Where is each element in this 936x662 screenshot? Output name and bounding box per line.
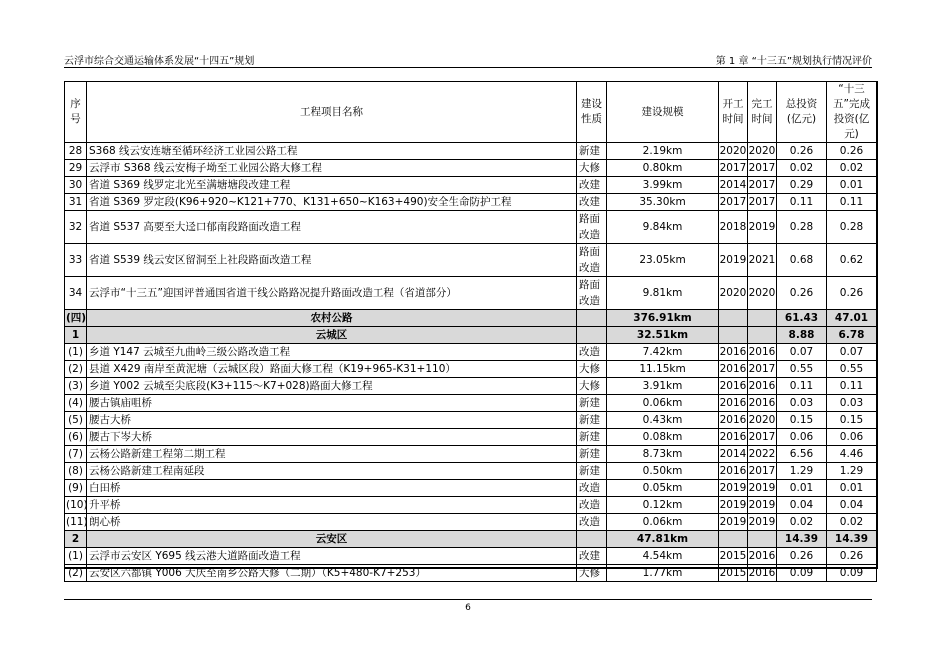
cell-name: 省道 S539 线云安区留洞至上社段路面改造工程	[87, 244, 577, 277]
cell-name: 农村公路	[87, 310, 577, 327]
cell-total: 0.29	[777, 177, 827, 194]
cell-fyp: 0.62	[827, 244, 877, 277]
cell-end: 2022	[748, 446, 777, 463]
cell-name: 省道 S369 线罗定北光至满塘塘段改建工程	[87, 177, 577, 194]
cell-scale: 35.30km	[607, 194, 719, 211]
cell-nature: 大修	[577, 565, 607, 582]
cell-total: 1.29	[777, 463, 827, 480]
cell-seq: (6)	[65, 429, 87, 446]
table-row	[65, 177, 877, 194]
cell-fyp: 0.11	[827, 194, 877, 211]
cell-nature: 路面改造	[577, 244, 607, 277]
cell-seq: 31	[65, 194, 87, 211]
cell-end: 2020	[748, 277, 777, 310]
cell-end: 2017	[748, 361, 777, 378]
col-header-total: 总投资(亿元)	[777, 82, 827, 143]
cell-name: 腰古大桥	[87, 412, 577, 429]
cell-name: 云浮市 S368 线云安梅子坳至工业园公路大修工程	[87, 160, 577, 177]
cell-total: 0.07	[777, 344, 827, 361]
cell-nature: 改建	[577, 194, 607, 211]
cell-nature: 大修	[577, 361, 607, 378]
table-row	[65, 361, 877, 378]
cell-scale: 0.12km	[607, 497, 719, 514]
cell-seq: (2)	[65, 565, 87, 582]
cell-end: 2016	[748, 565, 777, 582]
cell-fyp: 0.01	[827, 177, 877, 194]
cell-name: 省道 S369 罗定段(K96+920~K121+770、K131+650~K163+490)安全生命防护工程	[87, 194, 577, 211]
cell-name: 县道 X429 南岸至黄泥塘（云城区段）路面大修工程（K19+965-K31+110）	[87, 361, 577, 378]
cell-scale: 3.91km	[607, 378, 719, 395]
cell-total: 0.26	[777, 143, 827, 160]
cell-scale: 0.05km	[607, 480, 719, 497]
cell-fyp: 0.26	[827, 548, 877, 565]
cell-scale: 376.91km	[607, 310, 719, 327]
table-row	[65, 160, 877, 177]
cell-end: 2017	[748, 194, 777, 211]
cell-end: 2021	[748, 244, 777, 277]
cell-nature: 改造	[577, 344, 607, 361]
cell-start: 2016	[719, 395, 748, 412]
cell-start: 2017	[719, 160, 748, 177]
cell-end: 2016	[748, 548, 777, 565]
cell-end: 2017	[748, 429, 777, 446]
cell-end: 2019	[748, 480, 777, 497]
table-row	[65, 548, 877, 565]
cell-name: 云浮市“十三五”迎国评普通国省道干线公路路况提升路面改造工程（省道部分）	[87, 277, 577, 310]
cell-start: 2019	[719, 244, 748, 277]
cell-end: 2017	[748, 160, 777, 177]
table-row	[65, 277, 877, 310]
cell-name: 腰古镇庙咀桥	[87, 395, 577, 412]
cell-fyp: 0.15	[827, 412, 877, 429]
cell-total: 8.88	[777, 327, 827, 344]
col-header-fyp: “十三五”完成投资(亿元)	[827, 82, 877, 143]
cell-start: 2017	[719, 194, 748, 211]
cell-nature	[577, 310, 607, 327]
project-table	[64, 81, 877, 582]
cell-scale: 0.80km	[607, 160, 719, 177]
table-row	[65, 143, 877, 160]
cell-scale: 3.99km	[607, 177, 719, 194]
table-row	[65, 378, 877, 395]
cell-fyp: 0.55	[827, 361, 877, 378]
project-table-container	[64, 81, 878, 579]
cell-total: 6.56	[777, 446, 827, 463]
cell-seq: (9)	[65, 480, 87, 497]
table-row	[65, 429, 877, 446]
cell-start: 2014	[719, 446, 748, 463]
cell-total: 0.26	[777, 548, 827, 565]
cell-seq: (1)	[65, 548, 87, 565]
table-row	[65, 412, 877, 429]
cell-seq: (11)	[65, 514, 87, 531]
chapter-header: 第 1 章 “十三五”规划执行情况评价	[715, 56, 872, 67]
page-number: 6	[465, 603, 471, 613]
group-row	[65, 310, 877, 327]
table-row	[65, 395, 877, 412]
cell-start: 2016	[719, 344, 748, 361]
cell-scale: 1.77km	[607, 565, 719, 582]
cell-scale: 4.54km	[607, 548, 719, 565]
cell-fyp: 0.11	[827, 378, 877, 395]
cell-scale: 0.06km	[607, 395, 719, 412]
cell-seq: (四)	[65, 310, 87, 327]
cell-seq: (10)	[65, 497, 87, 514]
cell-seq: (2)	[65, 361, 87, 378]
cell-end: 2020	[748, 143, 777, 160]
cell-nature: 新建	[577, 143, 607, 160]
cell-start: 2016	[719, 361, 748, 378]
col-header-scale: 建设规模	[607, 82, 719, 143]
table-row	[65, 565, 877, 582]
cell-nature: 路面改造	[577, 277, 607, 310]
cell-total: 0.04	[777, 497, 827, 514]
cell-scale: 47.81km	[607, 531, 719, 548]
cell-seq: (4)	[65, 395, 87, 412]
cell-name: 白田桥	[87, 480, 577, 497]
cell-nature: 大修	[577, 378, 607, 395]
cell-name: 云安区	[87, 531, 577, 548]
cell-end: 2016	[748, 378, 777, 395]
cell-end	[748, 310, 777, 327]
cell-fyp: 0.06	[827, 429, 877, 446]
cell-nature: 改建	[577, 548, 607, 565]
table-row	[65, 446, 877, 463]
cell-seq: 34	[65, 277, 87, 310]
cell-total: 61.43	[777, 310, 827, 327]
group-row	[65, 327, 877, 344]
cell-seq: (8)	[65, 463, 87, 480]
cell-scale: 2.19km	[607, 143, 719, 160]
cell-seq: 33	[65, 244, 87, 277]
cell-scale: 11.15km	[607, 361, 719, 378]
cell-scale: 23.05km	[607, 244, 719, 277]
cell-start	[719, 531, 748, 548]
cell-total: 0.06	[777, 429, 827, 446]
cell-name: 腰古下岑大桥	[87, 429, 577, 446]
col-header-end: 完工时间	[748, 82, 777, 143]
cell-name: 省道 S537 高要至大迳口郁南段路面改造工程	[87, 211, 577, 244]
cell-end: 2019	[748, 211, 777, 244]
col-header-start: 开工时间	[719, 82, 748, 143]
cell-total: 0.02	[777, 160, 827, 177]
cell-fyp: 0.02	[827, 514, 877, 531]
cell-scale: 32.51km	[607, 327, 719, 344]
cell-total: 0.68	[777, 244, 827, 277]
cell-name: 朗心桥	[87, 514, 577, 531]
table-row	[65, 244, 877, 277]
cell-fyp: 0.02	[827, 160, 877, 177]
cell-nature: 路面改造	[577, 211, 607, 244]
cell-seq: 29	[65, 160, 87, 177]
cell-nature	[577, 531, 607, 548]
cell-total: 0.11	[777, 194, 827, 211]
cell-name: 云安区六都镇 Y006 大庆至南乡公路大修（二期）（K5+480-K7+253）	[87, 565, 577, 582]
cell-start: 2018	[719, 211, 748, 244]
cell-fyp: 0.04	[827, 497, 877, 514]
cell-scale: 0.06km	[607, 514, 719, 531]
col-header-nature: 建设性质	[577, 82, 607, 143]
table-row	[65, 480, 877, 497]
cell-start	[719, 310, 748, 327]
cell-scale: 7.42km	[607, 344, 719, 361]
cell-scale: 0.43km	[607, 412, 719, 429]
col-header-seq: 序号	[65, 82, 87, 143]
cell-start: 2016	[719, 463, 748, 480]
cell-nature: 大修	[577, 160, 607, 177]
table-row	[65, 211, 877, 244]
cell-scale: 0.08km	[607, 429, 719, 446]
cell-start: 2019	[719, 497, 748, 514]
cell-fyp: 0.26	[827, 143, 877, 160]
cell-name: 升平桥	[87, 497, 577, 514]
cell-total: 0.09	[777, 565, 827, 582]
cell-seq: (1)	[65, 344, 87, 361]
cell-total: 0.55	[777, 361, 827, 378]
cell-start: 2019	[719, 480, 748, 497]
cell-start: 2020	[719, 143, 748, 160]
cell-total: 0.15	[777, 412, 827, 429]
cell-fyp: 6.78	[827, 327, 877, 344]
cell-fyp: 0.28	[827, 211, 877, 244]
cell-fyp: 14.39	[827, 531, 877, 548]
table-body	[65, 143, 877, 582]
cell-total: 0.02	[777, 514, 827, 531]
cell-name: 乡道 Y002 云城至尖底段(K3+115～K7+028)路面大修工程	[87, 378, 577, 395]
footer-rule	[64, 599, 872, 600]
cell-start	[719, 327, 748, 344]
cell-start: 2020	[719, 277, 748, 310]
group-row	[65, 531, 877, 548]
header-rule	[64, 67, 872, 68]
cell-nature: 新建	[577, 446, 607, 463]
cell-name: S368 线云安连塘至循环经济工业园公路工程	[87, 143, 577, 160]
cell-total: 0.11	[777, 378, 827, 395]
cell-fyp: 0.07	[827, 344, 877, 361]
cell-end: 2017	[748, 463, 777, 480]
cell-name: 云杨公路新建工程南延段	[87, 463, 577, 480]
cell-name: 云城区	[87, 327, 577, 344]
cell-total: 0.03	[777, 395, 827, 412]
cell-start: 2016	[719, 429, 748, 446]
table-row	[65, 514, 877, 531]
cell-end: 2019	[748, 514, 777, 531]
cell-nature: 新建	[577, 463, 607, 480]
cell-end	[748, 531, 777, 548]
table-row	[65, 194, 877, 211]
cell-nature: 改造	[577, 480, 607, 497]
cell-fyp: 4.46	[827, 446, 877, 463]
cell-total: 0.01	[777, 480, 827, 497]
cell-end: 2016	[748, 395, 777, 412]
cell-scale: 9.81km	[607, 277, 719, 310]
cell-nature: 新建	[577, 429, 607, 446]
cell-seq: (5)	[65, 412, 87, 429]
cell-name: 乡道 Y147 云城至九曲岭三级公路改造工程	[87, 344, 577, 361]
cell-start: 2015	[719, 548, 748, 565]
cell-seq: 30	[65, 177, 87, 194]
cell-total: 0.28	[777, 211, 827, 244]
cell-end: 2017	[748, 177, 777, 194]
cell-fyp: 1.29	[827, 463, 877, 480]
table-row	[65, 344, 877, 361]
cell-end: 2020	[748, 412, 777, 429]
cell-fyp: 0.09	[827, 565, 877, 582]
cell-seq: 28	[65, 143, 87, 160]
cell-start: 2019	[719, 514, 748, 531]
cell-end	[748, 327, 777, 344]
cell-nature: 新建	[577, 412, 607, 429]
cell-fyp: 0.26	[827, 277, 877, 310]
cell-seq: 32	[65, 211, 87, 244]
cell-nature	[577, 327, 607, 344]
cell-fyp: 0.01	[827, 480, 877, 497]
cell-nature: 改造	[577, 497, 607, 514]
cell-end: 2016	[748, 344, 777, 361]
cell-seq: 1	[65, 327, 87, 344]
cell-start: 2016	[719, 378, 748, 395]
cell-nature: 新建	[577, 395, 607, 412]
cell-fyp: 0.03	[827, 395, 877, 412]
cell-nature: 改造	[577, 514, 607, 531]
cell-name: 云杨公路新建工程第二期工程	[87, 446, 577, 463]
cell-seq: (7)	[65, 446, 87, 463]
cell-seq: (3)	[65, 378, 87, 395]
cell-total: 14.39	[777, 531, 827, 548]
cell-start: 2014	[719, 177, 748, 194]
cell-name: 云浮市云安区 Y695 线云港大道路面改造工程	[87, 548, 577, 565]
cell-start: 2016	[719, 412, 748, 429]
cell-nature: 改建	[577, 177, 607, 194]
cell-fyp: 47.01	[827, 310, 877, 327]
cell-end: 2019	[748, 497, 777, 514]
cell-seq: 2	[65, 531, 87, 548]
table-row	[65, 463, 877, 480]
col-header-name: 工程项目名称	[87, 82, 577, 143]
cell-scale: 8.73km	[607, 446, 719, 463]
table-row	[65, 497, 877, 514]
cell-scale: 0.50km	[607, 463, 719, 480]
document-header-title: 云浮市综合交通运输体系发展“十四五”规划	[64, 56, 255, 67]
cell-scale: 9.84km	[607, 211, 719, 244]
cell-start: 2015	[719, 565, 748, 582]
cell-total: 0.26	[777, 277, 827, 310]
